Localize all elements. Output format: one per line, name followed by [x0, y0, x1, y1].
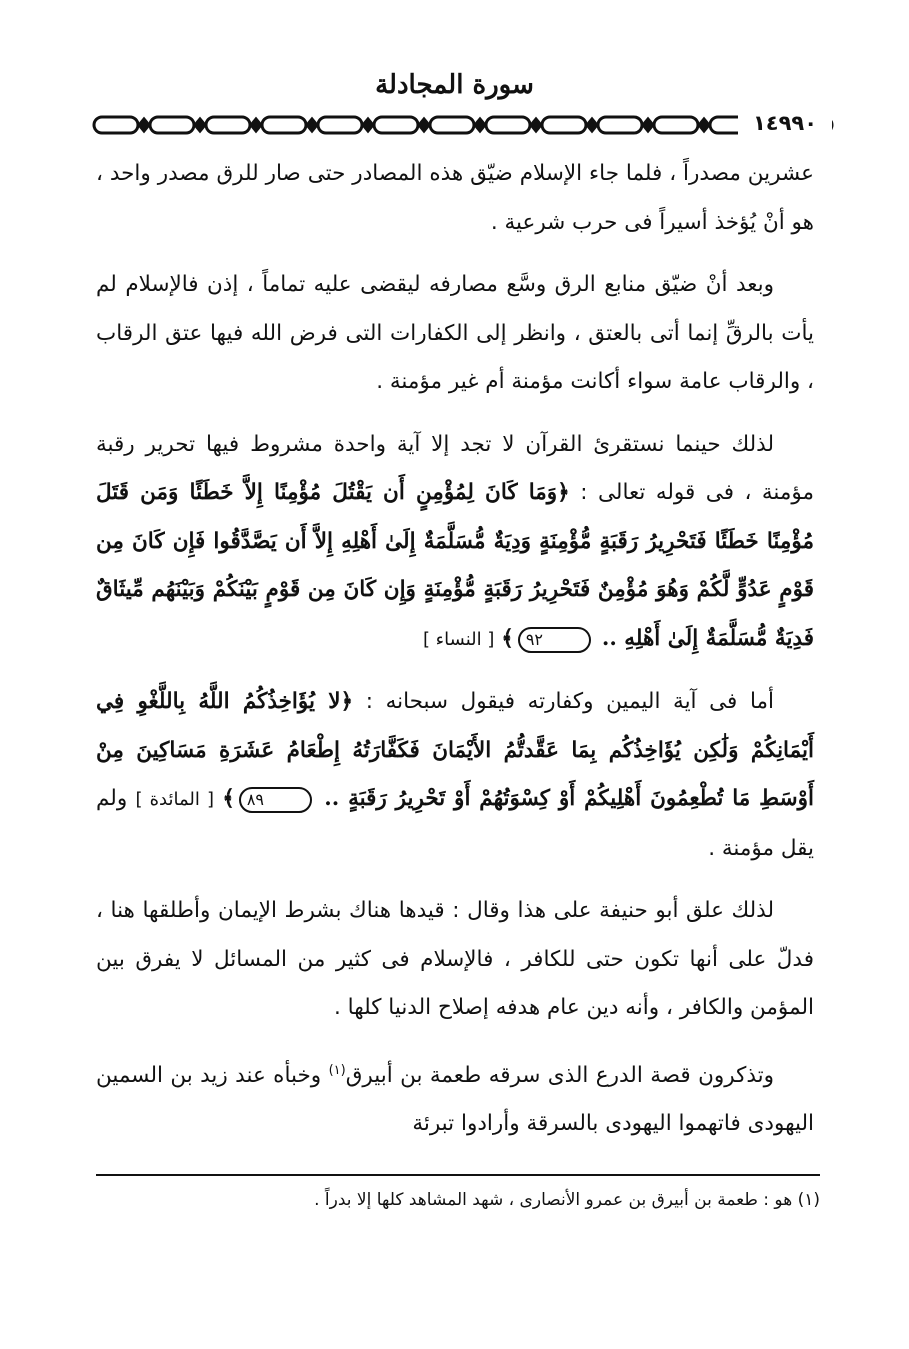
paragraph-3 — [96, 421, 814, 665]
decorative-border-ornament — [92, 112, 836, 138]
footnote-text: (١) هو : طعمة بن أبيرق بن عمرو الأنصارى ، شهد المشاهد كلها إلا بدراً . — [314, 1190, 820, 1210]
ornament-link-5 — [374, 117, 418, 133]
ayah-number-92: ٩٢ — [518, 627, 591, 653]
paragraph-4-intro: أما فى آية اليمين وكفارته فيقول سبحانه : — [365, 689, 774, 714]
quran-close-bracket: ﴾ — [501, 625, 514, 651]
paragraph-4-outro: ولم يقل مؤمنة . — [96, 786, 814, 861]
main-text — [96, 150, 814, 1163]
ornament-diamond-0 — [139, 119, 149, 131]
ornament-diamond-2 — [251, 119, 261, 131]
ornament-diamond-1 — [195, 119, 205, 131]
paragraph-2: وبعد أنْ ضيّق منابع الرق وسَّع مصارفه ليقضى عليه تماماً ، إذن فالإسلام لم يأت بالرقِّ إنما أتى بالعتق ، وانظر إلى الكفارات التى فرض الله فيها عتق الرقاب ، والرقاب عامة سواء أكانت مؤمنة أم غير مؤمنة . — [96, 272, 814, 394]
page-number: ١٤٩٩٠ — [738, 108, 832, 138]
paragraph-5: لذلك علق أبو حنيفة على هذا وقال : قيدها هناك بشرط الإيمان وأطلقها هنا ، فدلّ على أنها تكون حتى للكافر ، فالإسلام فى كثير من المسائل لا يفرق بين المؤمن والكافر ، وأنه دين عام هدفه إصلاح الدنيا كلها . — [96, 898, 814, 1020]
ornament-diamond-7 — [531, 119, 541, 131]
ornament-link-6 — [430, 117, 474, 133]
surah-title: سورة المجادلة — [375, 70, 534, 100]
ornament-link-7 — [486, 117, 530, 133]
ornament-link-9 — [598, 117, 642, 133]
ornament-link-3 — [262, 117, 306, 133]
ayah-number-89: ٨٩ — [239, 787, 312, 813]
ornament-diamond-6 — [475, 119, 485, 131]
quran-close-bracket: ﴾ — [222, 786, 235, 811]
ornament-link-8 — [542, 117, 586, 133]
ornament-diamond-5 — [419, 119, 429, 131]
surah-reference-nisa: [ النساء ] — [422, 628, 495, 650]
ornament-link-10 — [654, 117, 698, 133]
ornament-diamond-3 — [307, 119, 317, 131]
quran-verse-nisa: ﴿وَمَا كَانَ لِمُؤْمِنٍ أَن يَقْتُلَ مُؤْمِنًا إِلاَّ خَطَئًا وَمَن قَتَلَ مُؤْمِنًا خَطَئًا فَتَحْرِيرُ رَقَبَةٍ مُّؤْمِنَةٍ وَدِيَةٌ مُّسَلَّمَةٌ إِلَىٰ أَهْلِهِ إِلاَّ أَن يَصَّدَّقُوا فَإِن كَانَ مِن قَوْمٍ عَدُوٍّ لَّكُمْ وَهُوَ مُؤْمِنٌ فَتَحْرِيرُ رَقَبَةٍ مُّؤْمِنَةٍ وَإِن كَانَ مِن قَوْمٍ بَيْنَكُمْ وَبَيْنَهُم مِّيثَاقٌ فَدِيَةٌ مُّسَلَّمَةٌ إِلَىٰ أَهْلِهِ .. — [96, 480, 814, 651]
paragraph-4 — [96, 678, 814, 873]
ornament-link-1 — [150, 117, 194, 133]
footnote-divider — [96, 1174, 820, 1176]
paragraph-6-before: وتذكرون قصة الدرع الذى سرقه طعمة بن أبيرق — [345, 1062, 774, 1088]
ornament-diamond-10 — [699, 119, 709, 131]
paragraph-1: عشرين مصدراً ، فلما جاء الإسلام ضيّق هذه المصادر حتى صار للرق مصدر واحد ، هو أنْ يُؤخذ أسيراً فى حرب شرعية . — [96, 161, 814, 235]
ornament-link-2 — [206, 117, 250, 133]
ornament-link-4 — [318, 117, 362, 133]
ornament-diamond-4 — [363, 119, 373, 131]
ornament-diamond-9 — [643, 119, 653, 131]
ornament-link-0 — [94, 117, 138, 133]
ornament-diamond-8 — [587, 119, 597, 131]
surah-reference-maidah: [ المائدة ] — [135, 789, 214, 810]
quran-verse-maidah: ﴿لا يُؤَاخِذُكُمُ اللَّهُ بِاللَّغْوِ فِي أَيْمَانِكُمْ وَلَٰكِن يُؤَاخِذُكُم بِمَا عَقَّدتُّمُ الأَيْمَانَ فَكَفَّارَتُهُ إِطْعَامُ عَشَرَةِ مَسَاكِينَ مِنْ أَوْسَطِ مَا تُطْعِمُونَ أَهْلِيكُمْ أَوْ كِسْوَتُهُمْ أَوْ تَحْرِيرُ رَقَبَةٍ .. — [96, 689, 814, 811]
paragraph-3-intro: لذلك حينما نستقرئ القرآن لا تجد إلا آية واحدة مشروط فيها تحرير رقبة مؤمنة ، فى قوله تعالى : — [96, 431, 815, 505]
paragraph-6-after: وخبأه عند زيد بن السمين اليهودى فاتهموا اليهودى بالسرقة وأرادوا تبرئة — [96, 1062, 814, 1137]
footnote-marker: (١) — [328, 1062, 346, 1078]
paragraph-6 — [96, 1047, 814, 1149]
